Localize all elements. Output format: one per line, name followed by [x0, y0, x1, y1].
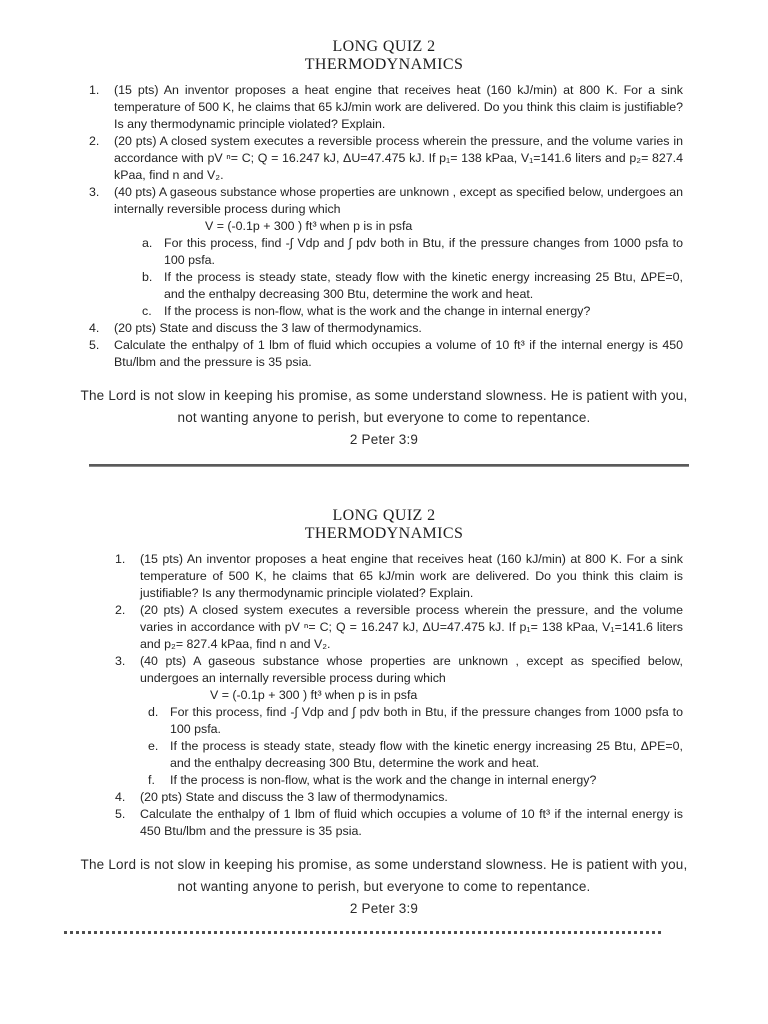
question-item-2: [115, 602, 683, 653]
question-text: (15 pts) An inventor proposes a heat engine that receives heat (160 kJ/min) at 800 K. For a sink temperature of 500 K, he claims that 65 kJ/min work are delivered. Do you think this claim is justifiable? Is any thermodynamic principle violated? Explain.: [114, 83, 683, 131]
question-number: 3.: [115, 654, 126, 668]
question-item-5: [115, 806, 683, 840]
subquestion-label: c.: [142, 304, 152, 318]
quiz-title-line1: LONG QUIZ 2: [332, 38, 436, 55]
question-item-4: [115, 789, 683, 806]
question-item-1: [115, 551, 683, 602]
question-number: 3.: [89, 185, 100, 199]
question-number: 4.: [115, 790, 126, 804]
process-formula: V = (-0.1p + 300 ) ft³ when p is in psfa: [210, 688, 418, 702]
question-text: Calculate the enthalpy of 1 lbm of fluid which occupies a volume of 10 ft³ if the internal energy is 450 Btu/lbm and the pressure is 35 psia.: [140, 807, 683, 838]
dashed-divider-line: [64, 931, 662, 934]
question-item-2: [89, 133, 683, 184]
question-number: 5.: [89, 338, 100, 352]
subquestion-text: For this process, find -∫ Vdp and ∫ pdv both in Btu, if the pressure changes from 1000 psfa to 100 psfa.: [164, 236, 683, 267]
question-list: [115, 551, 683, 840]
quiz-copy-top: [0, 38, 768, 451]
quiz-title-line2: THERMODYNAMICS: [304, 56, 464, 73]
bible-verse-text: The Lord is not slow in keeping his promise, as some understand slowness. He is patient with you, not wanting anyone to perish, but everyone to come to repentance.: [80, 388, 688, 425]
subquestion-label: f.: [148, 773, 155, 787]
quiz-title-line1: LONG QUIZ 2: [332, 507, 436, 524]
question-text: (20 pts) A closed system executes a reversible process wherein the pressure, and the volume varies in accordance with pV ⁿ= C; Q = 16.247 kJ, ΔU=47.475 kJ. If p₁= 138 kPaa, V₁=141.6 liters and p₂= 827.4 kPaa, find n and V₂.: [114, 134, 683, 182]
process-formula: V = (-0.1p + 300 ) ft³ when p is in psfa: [205, 219, 413, 233]
bible-verse-text: The Lord is not slow in keeping his promise, as some understand slowness. He is patient with you, not wanting anyone to perish, but everyone to come to repentance.: [80, 857, 688, 894]
question-number: 4.: [89, 321, 100, 335]
question-number: 1.: [115, 552, 126, 566]
question-list: [89, 82, 683, 371]
subquestion-item-a: [142, 235, 683, 269]
question-text: (40 pts) A gaseous substance whose properties are unknown , except as specified below, undergoes an internally reversible process during which: [140, 654, 683, 685]
subquestion-label: a.: [142, 236, 153, 250]
question-number: 2.: [115, 603, 126, 617]
question-text: (20 pts) A closed system executes a reversible process wherein the pressure, and the volume varies in accordance with pV ⁿ= C; Q = 16.247 kJ, ΔU=47.475 kJ. If p₁= 138 kPaa, V₁=141.6 liters and p₂= 827.4 kPaa, find n and V₂.: [140, 603, 683, 651]
subquestion-item-d: [148, 704, 683, 738]
subquestion-item-b: [142, 269, 683, 303]
question-text: (40 pts) A gaseous substance whose properties are unknown , except as specified below, undergoes an internally reversible process during which: [114, 185, 683, 216]
question-item-5: [89, 337, 683, 371]
question-text: (15 pts) An inventor proposes a heat engine that receives heat (160 kJ/min) at 800 K. For a sink temperature of 500 K, he claims that 65 kJ/min work are delivered. Do you think this claim is justifiable? Is any thermodynamic principle violated? Explain.: [140, 552, 683, 600]
question-number: 5.: [115, 807, 126, 821]
question-text: (20 pts) State and discuss the 3 law of thermodynamics.: [140, 790, 448, 804]
quiz-copy-bottom: [0, 507, 768, 920]
question-item-3: [89, 184, 683, 218]
question-text: Calculate the enthalpy of 1 lbm of fluid which occupies a volume of 10 ft³ if the internal energy is 450 Btu/lbm and the pressure is 35 psia.: [114, 338, 683, 369]
subquestion-item-c: [142, 303, 683, 320]
subquestion-text: For this process, find -∫ Vdp and ∫ pdv both in Btu, if the pressure changes from 1000 psfa to 100 psfa.: [170, 705, 683, 736]
bible-verse-reference: 2 Peter 3:9: [349, 432, 419, 447]
question-text: (20 pts) State and discuss the 3 law of thermodynamics.: [114, 321, 422, 335]
question-item-4: [89, 320, 683, 337]
question-item-3: [115, 653, 683, 687]
subquestion-label: d.: [148, 705, 159, 719]
subquestion-label: e.: [148, 739, 159, 753]
subquestion-text: If the process is steady state, steady flow with the kinetic energy increasing 25 Btu, ΔPE=0, and the enthalpy decreasing 300 Btu, determine the work and heat.: [170, 739, 683, 770]
subquestion-item-e: [148, 738, 683, 772]
subquestion-text: If the process is non-flow, what is the work and the change in internal energy?: [170, 773, 597, 787]
subquestion-text: If the process is non-flow, what is the work and the change in internal energy?: [164, 304, 591, 318]
question-number: 2.: [89, 134, 100, 148]
quiz-title-line2: THERMODYNAMICS: [304, 525, 464, 542]
question-number: 1.: [89, 83, 100, 97]
subquestion-label: b.: [142, 270, 153, 284]
subquestion-text: If the process is steady state, steady flow with the kinetic energy increasing 25 Btu, ΔPE=0, and the enthalpy decreasing 300 Btu, determine the work and heat.: [164, 270, 683, 301]
bible-verse-reference: 2 Peter 3:9: [349, 901, 419, 916]
solid-divider-line: [89, 464, 689, 467]
subquestion-item-f: [148, 772, 683, 789]
question-item-1: [89, 82, 683, 133]
